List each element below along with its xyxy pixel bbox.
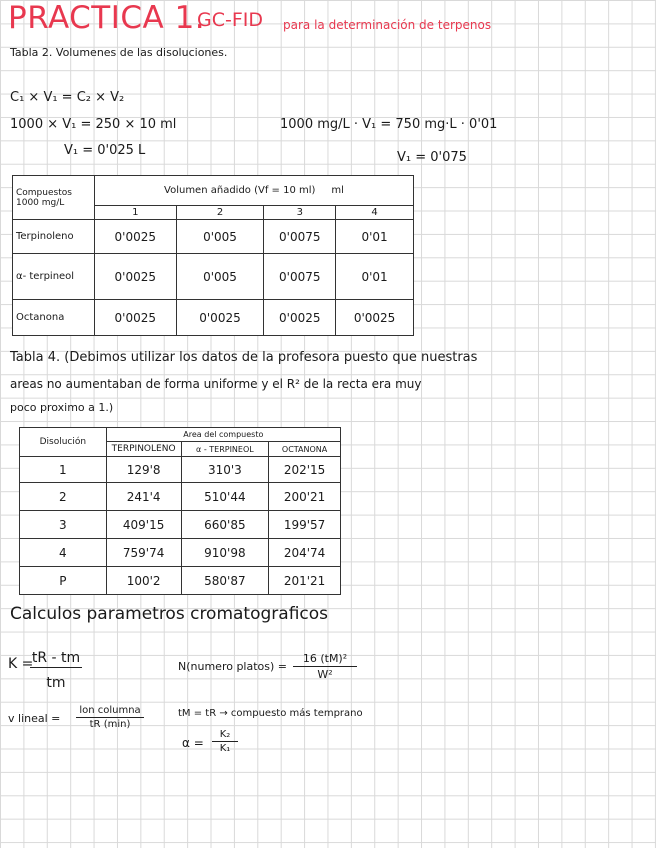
table-cell: 660'85 bbox=[181, 511, 269, 539]
v-formula-denominator: tR (min) bbox=[89, 719, 131, 730]
table-row bbox=[20, 511, 341, 539]
fraction-bar bbox=[293, 666, 357, 667]
table-cell: 510'44 bbox=[181, 483, 269, 511]
table-cell: 0'01 bbox=[336, 254, 414, 300]
table-cell: 100'2 bbox=[106, 567, 181, 595]
equation-v1-result: V₁ = 0'025 L bbox=[64, 143, 146, 158]
tm-definition: tM = tR → compuesto más temprano bbox=[178, 708, 363, 719]
fraction-bar bbox=[76, 717, 144, 718]
column-header: 2 bbox=[176, 206, 264, 220]
header-area: Area del compuesto bbox=[106, 428, 340, 442]
table-cell: 129'8 bbox=[106, 457, 181, 483]
table-cell: 0'0075 bbox=[264, 254, 336, 300]
v-formula-lhs: v lineal = bbox=[8, 712, 61, 725]
column-header: 3 bbox=[264, 206, 336, 220]
header-volumen-label: Volumen añadido (Vf = 10 ml) bbox=[164, 185, 316, 196]
title-subtitle: para la determinación de terpenos bbox=[283, 18, 492, 32]
equation-substitution-2: 1000 mg/L · V₁ = 750 mg·L · 0'01 bbox=[280, 117, 498, 132]
k-formula-lhs: K = bbox=[8, 656, 34, 672]
alpha-formula-lhs: α = bbox=[182, 736, 204, 750]
alpha-formula-numerator: K₂ bbox=[219, 729, 231, 740]
table-cell: 0'0025 bbox=[264, 300, 336, 336]
tabla2-caption: Tabla 2. Volumenes de las disoluciones. bbox=[10, 46, 228, 59]
column-header: TERPINOLENO bbox=[106, 442, 181, 457]
table-cell: 310'3 bbox=[181, 457, 269, 483]
calculos-heading: Calculos parametros cromatograficos bbox=[10, 604, 329, 624]
table-cell: 409'15 bbox=[106, 511, 181, 539]
table-cell: 204'74 bbox=[269, 539, 341, 567]
table-cell: 0'0025 bbox=[176, 300, 264, 336]
tabla4-caption-line1: Tabla 4. (Debimos utilizar los datos de la profesora puesto que nuestras bbox=[10, 350, 478, 365]
header-volumen-unit: ml bbox=[331, 185, 344, 196]
table-cell: 241'4 bbox=[106, 483, 181, 511]
volumes-table bbox=[12, 175, 414, 336]
table-cell: 199'57 bbox=[269, 511, 341, 539]
row-label: 4 bbox=[20, 539, 107, 567]
v-formula-fraction bbox=[76, 705, 144, 730]
n-formula-lhs: N(numero platos) = bbox=[178, 660, 288, 673]
n-formula-fraction bbox=[293, 652, 357, 681]
row-label: α- terpineol bbox=[13, 254, 95, 300]
table-cell: 910'98 bbox=[181, 539, 269, 567]
row-label: 2 bbox=[20, 483, 107, 511]
row-label: Octanona bbox=[13, 300, 95, 336]
areas-table bbox=[19, 427, 341, 595]
alpha-formula-denominator: K₁ bbox=[219, 743, 231, 754]
table-cell: 202'15 bbox=[269, 457, 341, 483]
table-row bbox=[13, 220, 414, 254]
table-cell: 0'0025 bbox=[336, 300, 414, 336]
k-formula-fraction bbox=[30, 650, 82, 691]
table-cell: 0'0025 bbox=[94, 300, 176, 336]
table-row bbox=[20, 539, 341, 567]
n-formula-numerator: 16 (tM)² bbox=[302, 652, 348, 665]
column-header: α - TERPINEOL bbox=[181, 442, 269, 457]
k-formula-numerator: tR - tm bbox=[31, 650, 81, 666]
n-formula-denominator: W² bbox=[317, 668, 333, 681]
page-title: PRACTICA 1. bbox=[8, 0, 206, 36]
tabla4-caption-line3: poco proximo a 1.) bbox=[10, 401, 114, 414]
column-header: 4 bbox=[336, 206, 414, 220]
table-row bbox=[13, 254, 414, 300]
table-cell: 0'01 bbox=[336, 220, 414, 254]
table-row bbox=[20, 483, 341, 511]
v-formula-numerator: lon columna bbox=[79, 705, 141, 716]
fraction-bar bbox=[212, 741, 238, 742]
row-label: Terpinoleno bbox=[13, 220, 95, 254]
k-formula-denominator: tm bbox=[46, 675, 66, 691]
header-volumen bbox=[94, 176, 413, 206]
fraction-bar bbox=[30, 667, 82, 668]
equation-v1-result-2: V₁ = 0'075 bbox=[397, 150, 467, 165]
tabla4-caption-line2: areas no aumentaban de forma uniforme y el R² de la recta era muy bbox=[10, 377, 422, 391]
table-row bbox=[20, 457, 341, 483]
table-row bbox=[20, 567, 341, 595]
equation-substitution: 1000 × V₁ = 250 × 10 ml bbox=[10, 117, 177, 132]
table-cell: 0'0075 bbox=[264, 220, 336, 254]
header-compuestos: Compuestos 1000 mg/L bbox=[13, 176, 95, 220]
table-cell: 0'0025 bbox=[94, 254, 176, 300]
table-cell: 201'21 bbox=[269, 567, 341, 595]
table-cell: 0'005 bbox=[176, 220, 264, 254]
row-label: 3 bbox=[20, 511, 107, 539]
row-label: 1 bbox=[20, 457, 107, 483]
header-disolucion: Disolución bbox=[20, 428, 107, 457]
column-header: 1 bbox=[94, 206, 176, 220]
table-cell: 0'005 bbox=[176, 254, 264, 300]
table-cell: 200'21 bbox=[269, 483, 341, 511]
column-header: OCTANONA bbox=[269, 442, 341, 457]
table-row bbox=[13, 300, 414, 336]
table-cell: 580'87 bbox=[181, 567, 269, 595]
equation-dilution: C₁ × V₁ = C₂ × V₂ bbox=[10, 90, 125, 105]
title-gc-fid: GC-FID bbox=[197, 9, 264, 31]
table-cell: 0'0025 bbox=[94, 220, 176, 254]
alpha-formula-fraction bbox=[212, 729, 238, 754]
row-label: P bbox=[20, 567, 107, 595]
table-cell: 759'74 bbox=[106, 539, 181, 567]
